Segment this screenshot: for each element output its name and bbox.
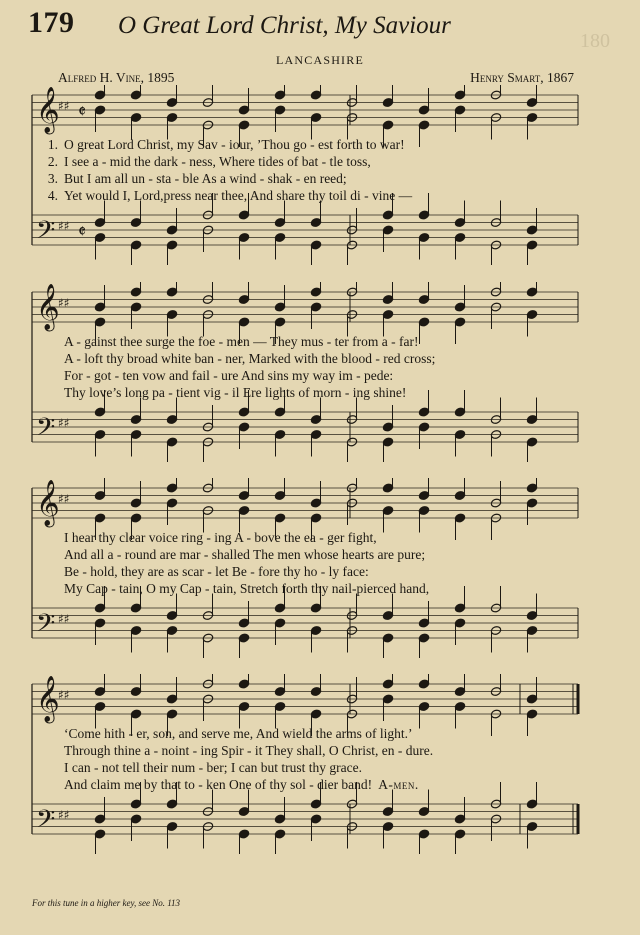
lyric-text: And claim me by that to - ken One of thy sol - dier band! — [64, 777, 373, 792]
verse-number: 1. — [47, 137, 58, 152]
treble-clef-icon: 𝄞 — [36, 284, 60, 330]
lyric-text: I can - not tell their num - ber; I can but trust thy grace. — [64, 760, 363, 775]
tune-name: LANCASHIRE — [275, 53, 364, 67]
lyric-verse-1 — [30, 137, 582, 153]
bass-clef-icon: 𝄢 — [36, 805, 56, 840]
music-system-4 — [30, 674, 582, 854]
key-signature-icon: ♯♯ — [58, 296, 70, 310]
lyric-text: I hear thy clear voice ring - ing A - bove the ea - ger fight, — [64, 530, 377, 545]
footnote: For this tune in a higher key, see No. 113 — [32, 898, 181, 908]
lyric-text: But I am all un - sta - ble As a wind - shak - en reed; — [64, 171, 347, 186]
bass-clef-icon: 𝄢 — [36, 609, 56, 644]
lyric-text: Be - hold, they are as scar - let Be - fore thy ho - ly face: — [64, 564, 369, 579]
key-signature-icon: ♯♯ — [58, 219, 70, 233]
amen-text: A-men. — [378, 777, 419, 792]
lyric-text: And all a - round are mar - shalled The men whose hearts are pure; — [64, 547, 426, 562]
time-signature-icon: 𝄵 — [78, 221, 87, 243]
key-signature-icon: ♯♯ — [58, 416, 70, 430]
lyric-verse-3 — [30, 368, 582, 384]
key-signature-icon: ♯♯ — [58, 492, 70, 506]
music-system-1 — [30, 85, 582, 265]
treble-clef-icon: 𝄞 — [36, 480, 60, 526]
music-system-2 — [30, 282, 582, 462]
lyric-verse-4 — [30, 385, 582, 401]
key-signature-icon: ♯♯ — [58, 688, 70, 702]
lyric-text: I see a - mid the dark - ness, Where tides of bat - tle toss, — [64, 154, 371, 169]
lyric-verse-4 — [30, 188, 582, 204]
lyric-verse-4 — [30, 777, 582, 793]
lyric-text: My Cap - tain, O my Cap - tain, Stretch forth thy nail-pierced hand, — [64, 581, 430, 596]
lyric-verse-1 — [30, 726, 582, 742]
treble-clef-icon: 𝄞 — [36, 87, 60, 133]
music-system-3 — [30, 478, 582, 658]
author-credit: Alfred H. Vine, 1895 — [58, 70, 175, 85]
treble-clef-icon: 𝄞 — [36, 676, 60, 722]
lyric-text: A - gainst thee surge the foe - men — They mus - ter from a - far! — [64, 334, 419, 349]
lyric-verse-2 — [30, 351, 582, 367]
lyric-verse-2 — [30, 743, 582, 759]
verse-number: 4. — [47, 188, 58, 203]
lyric-text: A - loft thy broad white ban - ner, Marked with the blood - red cross; — [64, 351, 436, 366]
key-signature-icon: ♯♯ — [58, 808, 70, 822]
verse-number: 2. — [47, 154, 58, 169]
lyric-verse-3 — [30, 760, 582, 776]
composer-credit: Henry Smart, 1867 — [470, 70, 574, 85]
lyric-text: O great Lord Christ, my Sav - iour, ’Thou go - est forth to war! — [64, 137, 405, 152]
key-signature-icon: ♯♯ — [58, 99, 70, 113]
lyric-text: ‘Come hith - er, son, and serve me, And wield the arms of light.’ — [64, 726, 413, 741]
verse-number: 3. — [47, 171, 58, 186]
lyric-verse-2 — [30, 154, 582, 170]
bass-clef-icon: 𝄢 — [36, 413, 56, 448]
lyric-verse-3 — [30, 171, 582, 187]
lyric-text: Through thine a - noint - ing Spir - it They shall, O Christ, en - dure. — [64, 743, 434, 758]
lyric-verse-2 — [30, 547, 582, 563]
hymn-title: O Great Lord Christ, My Saviour — [118, 12, 451, 39]
bass-clef-icon: 𝄢 — [36, 216, 56, 251]
lyric-verse-4 — [30, 581, 582, 597]
bleed-through-text: 180 — [580, 30, 610, 52]
lyric-verse-1 — [30, 334, 582, 350]
key-signature-icon: ♯♯ — [58, 612, 70, 626]
lyric-verse-3 — [30, 564, 582, 580]
lyric-text: For - got - ten vow and fail - ure And sins my way im - pede: — [64, 368, 394, 383]
lyric-verse-1 — [30, 530, 582, 546]
hymn-number: 179 — [28, 6, 75, 39]
lyric-text: Thy love’s long pa - tient vig - il Ere lights of morn - ing shine! — [64, 385, 407, 400]
lyric-text: Yet would I, Lord,press near thee, And share thy toil di - vine — — [64, 188, 413, 203]
time-signature-icon: 𝄵 — [78, 101, 87, 123]
